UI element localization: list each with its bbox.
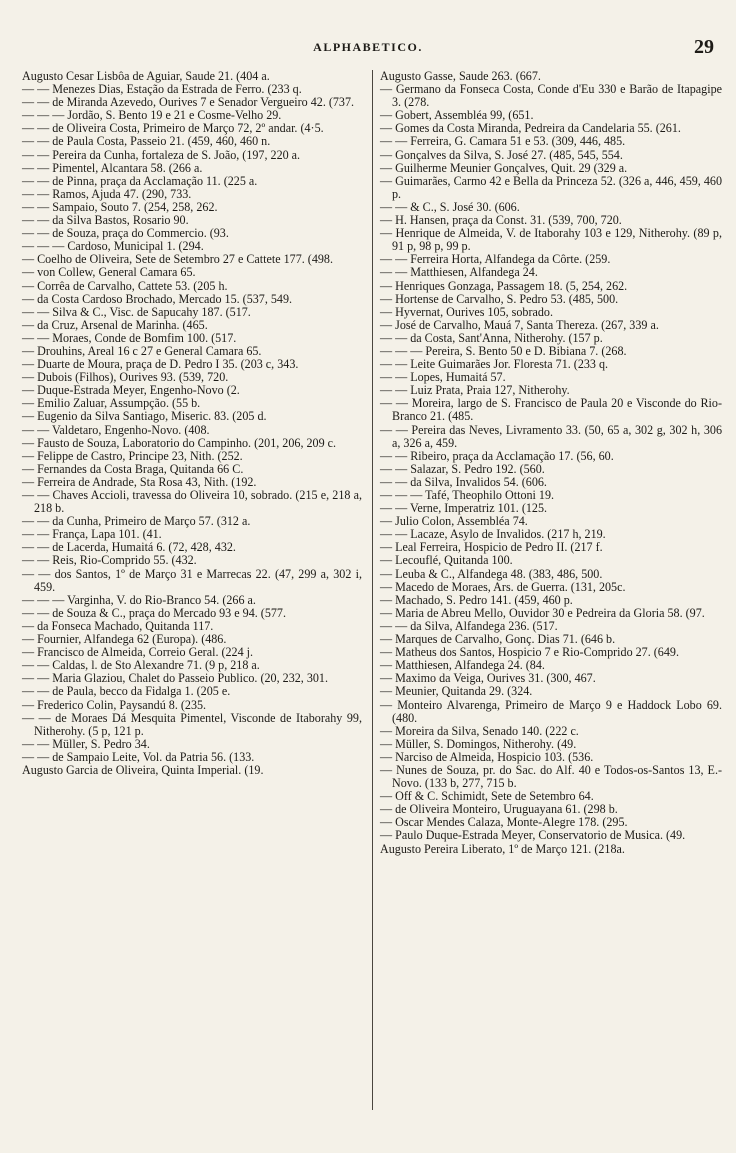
directory-entry: — Emilio Zaluar, Assumpção. (55 b.: [22, 396, 201, 411]
directory-entry: — Guimarães, Carmo 42 e Bella da Princeza 52. (326 a, 446, 459, 460 p.: [380, 173, 722, 201]
directory-entry: — — de Oliveira Costa, Primeiro de Março 72, 2º andar. (4·5.: [22, 121, 324, 136]
directory-entry: — — de Paula Costa, Passeio 21. (459, 460, 460 n.: [22, 134, 271, 149]
directory-entry: — — Menezes Dias, Estação da Estrada de Ferro. (233 q.: [22, 82, 302, 97]
directory-entry: — H. Hansen, praça da Const. 31. (539, 700, 720.: [380, 213, 622, 228]
directory-entry: — — Ferreira, G. Camara 51 e 53. (309, 446, 485.: [380, 134, 626, 149]
directory-entry: — — de Sampaio Leite, Vol. da Patria 56. (133.: [22, 749, 255, 764]
directory-entry: — Oscar Mendes Calaza, Monte-Alegre 178. (295.: [380, 815, 628, 830]
directory-entry: — Guilherme Meunier Gonçalves, Quit. 29 (329 a.: [380, 160, 628, 175]
directory-entry: — da Cruz, Arsenal de Marinha. (465.: [22, 317, 208, 332]
running-title: ALPHABETICO.: [313, 40, 423, 54]
directory-entry: — Gomes da Costa Miranda, Pedreira da Candelaria 55. (261.: [380, 121, 681, 136]
directory-entry: — Meunier, Quitanda 29. (324.: [380, 684, 533, 699]
directory-entry: — — Moreira, largo de S. Francisco de Paula 20 e Visconde do Rio-Branco 21. (485.: [380, 396, 722, 424]
directory-entry: — de Oliveira Monteiro, Uruguayana 61. (298 b.: [380, 802, 618, 817]
directory-entry: — — Chaves Accioli, travessa do Oliveira 10, sobrado. (215 e, 218 a, 218 b.: [22, 488, 362, 516]
directory-entry: — — Matthiesen, Alfandega 24.: [380, 265, 538, 280]
directory-entry: — — — Varginha, V. do Rio-Branco 54. (266 a.: [22, 592, 256, 607]
directory-entry: — — Pereira da Cunha, fortaleza de S. João, (197, 220 a.: [22, 147, 301, 162]
directory-entry: — — Maria Glaziou, Chalet do Passeio Publico. (20, 232, 301.: [22, 671, 328, 686]
directory-entry: — Coelho de Oliveira, Sete de Setembro 27 e Cattete 177. (498.: [22, 252, 334, 267]
directory-entry: — Duarte de Moura, praça de D. Pedro I 35. (203 c, 343.: [22, 357, 299, 372]
directory-entry: — Drouhins, Areal 16 c 27 e General Camara 65.: [22, 343, 262, 358]
directory-entry: — Fausto de Souza, Laboratorio do Campinho. (201, 206, 209 c.: [22, 435, 337, 450]
directory-entry: — Henrique de Almeida, V. de Itaborahy 103 e 129, Nitherohy. (89 p, 91 p, 98 p, 99 p.: [380, 226, 722, 254]
directory-entry: — Germano da Fonseca Costa, Conde d'Eu 330 e Barão de Itapagipe 3. (278.: [380, 82, 722, 110]
directory-columns: [22, 70, 722, 1140]
directory-entry: — Leuba & C., Alfandega 48. (383, 486, 500.: [380, 566, 603, 581]
directory-entry: — — da Silva Bastos, Rosario 90.: [22, 213, 189, 228]
directory-entry: — — Moraes, Conde de Bomfim 100. (517.: [22, 330, 237, 345]
directory-entry: — Narciso de Almeida, Hospicio 103. (536.: [380, 749, 594, 764]
directory-entry: — — da Costa, Sant'Anna, Nitherohy. (157 p.: [380, 330, 603, 345]
directory-entry: — Gonçalves da Silva, S. José 27. (485, 545, 554.: [380, 147, 623, 162]
directory-entry: — Paulo Duque-Estrada Meyer, Conservatorio de Musica. (49.: [380, 828, 686, 843]
directory-entry: — — Valdetaro, Engenho-Novo. (408.: [22, 422, 210, 437]
directory-entry: — — Müller, S. Pedro 34.: [22, 736, 150, 751]
page-header: [0, 36, 736, 60]
directory-entry: — Monteiro Alvarenga, Primeiro de Março 9 e Haddock Lobo 69. (480.: [380, 697, 722, 725]
directory-entry: — — Pimentel, Alcantara 58. (266 a.: [22, 160, 203, 175]
directory-entry: — — Reis, Rio-Comprido 55. (432.: [22, 553, 197, 568]
directory-entry: — Felippe de Castro, Principe 23, Nith. (252.: [22, 448, 243, 463]
directory-entry: — da Costa Cardoso Brochado, Mercado 15. (537, 549.: [22, 291, 293, 306]
directory-entry: — Hyvernat, Ourives 105, sobrado.: [380, 304, 553, 319]
directory-entry: Augusto Cesar Lisbôa de Aguiar, Saude 21. (404 a.: [22, 69, 270, 83]
directory-entry: — Matheus dos Santos, Hospicio 7 e Rio-Comprido 27. (649.: [380, 645, 679, 660]
directory-entry: — — de Souza, praça do Commercio. (93.: [22, 226, 229, 241]
directory-entry: — — — Cardoso, Municipal 1. (294.: [22, 239, 204, 254]
directory-entry: — Off & C. Schimidt, Sete de Setembro 64.: [380, 789, 594, 804]
directory-entry: — — — Jordão, S. Bento 19 e 21 e Cosme-Velho 29.: [22, 108, 282, 123]
directory-entry: — Eugenio da Silva Santiago, Miseric. 83. (205 d.: [22, 409, 267, 424]
directory-entry: — Moreira da Silva, Senado 140. (222 c.: [380, 723, 579, 738]
directory-entry: — — Luiz Prata, Praia 127, Nitherohy.: [380, 383, 570, 398]
directory-entry: — — — Tafé, Theophilo Ottoni 19.: [380, 488, 555, 502]
directory-entry: — Henriques Gonzaga, Passagem 18. (5, 254, 262.: [380, 278, 628, 293]
directory-entry: — Dubois (Filhos), Ourives 93. (539, 720.: [22, 370, 229, 385]
directory-entry: — Duque-Estrada Meyer, Engenho-Novo (2.: [22, 383, 240, 398]
directory-entry: — — — Pereira, S. Bento 50 e D. Bibiana 7. (268.: [380, 343, 627, 358]
directory-entry: — Maximo da Veiga, Ourives 31. (300, 467.: [380, 671, 596, 686]
directory-entry: Augusto Pereira Liberato, 1º de Março 121. (218a.: [380, 841, 625, 856]
directory-entry: — — Leite Guimarães Jor. Floresta 71. (233 q.: [380, 357, 609, 372]
directory-entry: — Macedo de Moraes, Ars. de Guerra. (131, 205c.: [380, 579, 626, 594]
right-column: [380, 70, 722, 856]
directory-entry: — Leal Ferreira, Hospicio de Pedro II. (217 f.: [380, 540, 603, 555]
directory-entry: — — de Pinna, praça da Acclamação 11. (225 a.: [22, 173, 258, 188]
directory-entry: — — Caldas, l. de Sto Alexandre 71. (9 p, 218 a.: [22, 658, 260, 673]
directory-entry: — — França, Lapa 101. (41.: [22, 527, 162, 542]
directory-entry: — — dos Santos, 1º de Março 31 e Marrecas 22. (47, 299 a, 302 i, 459.: [22, 566, 362, 594]
directory-entry: — — Lacaze, Asylo de Invalidos. (217 h, 219.: [380, 527, 606, 542]
directory-entry: — Corrêa de Carvalho, Cattete 53. (205 h.: [22, 278, 228, 293]
directory-entry: — José de Carvalho, Mauá 7, Santa Thereza. (267, 339 a.: [380, 317, 659, 332]
directory-entry: — — da Silva, Invalidos 54. (606.: [380, 474, 547, 489]
directory-entry: — Marques de Carvalho, Gonç. Dias 71. (646 b.: [380, 632, 616, 647]
directory-entry: — da Fonseca Machado, Quitanda 117.: [22, 618, 214, 633]
directory-entry: — — Ferreira Horta, Alfandega da Côrte. (259.: [380, 252, 611, 267]
directory-entry: — — Ramos, Ajuda 47. (290, 733.: [22, 186, 192, 201]
directory-entry: — — de Paula, becco da Fidalga 1. (205 e.: [22, 684, 231, 699]
directory-entry: Augusto Garcia de Oliveira, Quinta Imperial. (19.: [22, 762, 264, 777]
directory-entry: — von Collew, General Camara 65.: [22, 265, 196, 280]
directory-entry: — Matthiesen, Alfandega 24. (84.: [380, 658, 545, 673]
directory-entry: — Nunes de Souza, pr. do Sac. do Alf. 40 e Todos-os-Santos 13, E.-Novo. (133 b, 277, 715 b.: [380, 762, 722, 791]
directory-entry: — Hortense de Carvalho, S. Pedro 53. (485, 500.: [380, 291, 619, 306]
directory-entry: — — da Silva, Alfandega 236. (517.: [380, 618, 558, 633]
directory-entry: — Machado, S. Pedro 141. (459, 460 p.: [380, 592, 573, 607]
directory-entry: — — Silva & C., Visc. de Sapucahy 187. (517.: [22, 304, 251, 319]
directory-entry: — Julio Colon, Assembléa 74.: [380, 514, 528, 529]
directory-entry: — — Sampaio, Souto 7. (254, 258, 262.: [22, 199, 218, 214]
directory-entry: — Ferreira de Andrade, Sta Rosa 43, Nith. (192.: [22, 474, 257, 489]
directory-entry: — Müller, S. Domingos, Nitherohy. (49.: [380, 736, 577, 751]
left-column: [22, 70, 362, 777]
directory-entry: — Maria de Abreu Mello, Ouvidor 30 e Pedreira da Gloria 58. (97.: [380, 605, 705, 620]
page-number: 29: [694, 36, 714, 58]
directory-entry: — — de Souza & C., praça do Mercado 93 e 94. (577.: [22, 605, 286, 620]
directory-entry: — Francisco de Almeida, Correio Geral. (224 j.: [22, 645, 254, 660]
directory-entry: — — de Moraes Dá Mesquita Pimentel, Visconde de Itaborahy 99, Nitherohy. (5 p, 121 p.: [22, 710, 362, 738]
directory-entry: — — Lopes, Humaitá 57.: [380, 370, 506, 385]
directory-entry: — — Pereira das Neves, Livramento 33. (50, 65 a, 302 g, 302 h, 306 a, 326 a, 459.: [380, 422, 722, 450]
directory-entry: — Lecouflé, Quitanda 100.: [380, 553, 513, 568]
directory-entry: — — Ribeiro, praça da Acclamação 17. (56, 60.: [380, 448, 614, 463]
directory-entry: — Fernandes da Costa Braga, Quitanda 66 C.: [22, 461, 244, 476]
directory-entry: — — de Miranda Azevedo, Ourives 7 e Senador Vergueiro 42. (737.: [22, 95, 355, 110]
directory-entry: — — Verne, Imperatriz 101. (125.: [380, 501, 548, 516]
directory-entry: — — de Lacerda, Humaitá 6. (72, 428, 432.: [22, 540, 236, 555]
directory-entry: — Gobert, Assembléa 99, (651.: [380, 108, 534, 123]
directory-entry: Augusto Gasse, Saude 263. (667.: [380, 69, 541, 83]
directory-entry: — — & C., S. José 30. (606.: [380, 199, 520, 214]
directory-entry: — — Salazar, S. Pedro 192. (560.: [380, 461, 545, 476]
directory-entry: — Frederico Colin, Paysandú 8. (235.: [22, 697, 207, 712]
directory-entry: — — da Cunha, Primeiro de Março 57. (312 a.: [22, 514, 251, 529]
directory-entry: — Fournier, Alfandega 62 (Europa). (486.: [22, 632, 227, 647]
column-divider: [372, 70, 373, 1110]
